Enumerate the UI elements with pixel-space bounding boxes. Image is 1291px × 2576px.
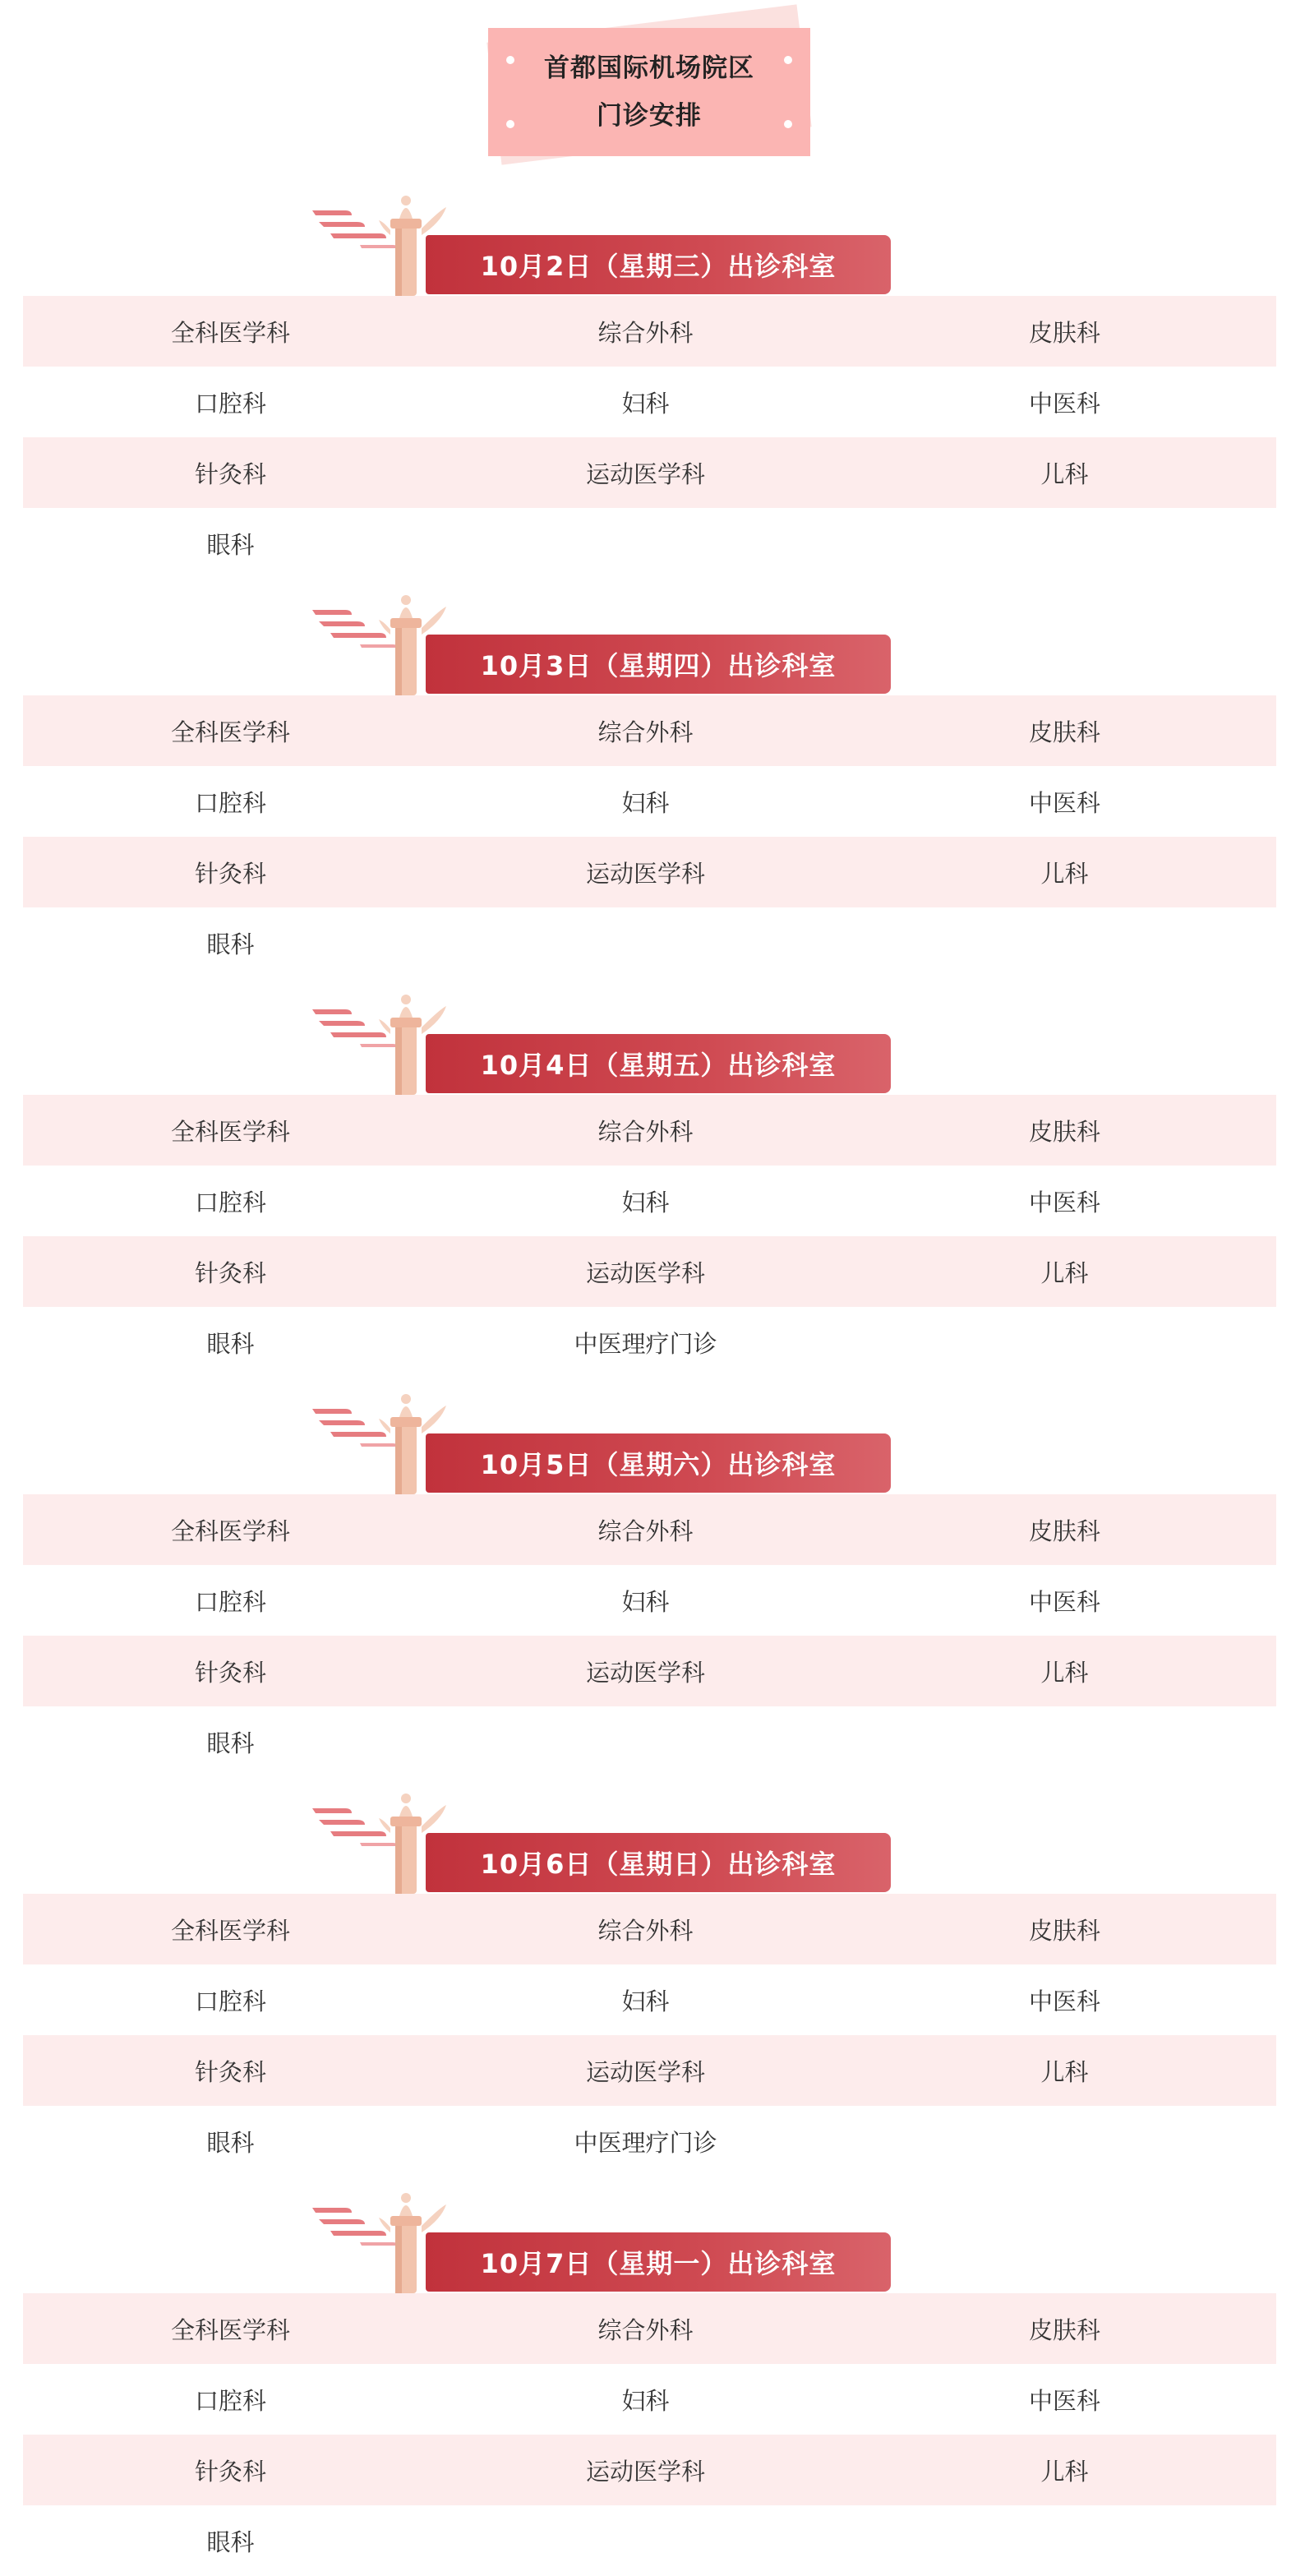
department-table	[23, 1894, 1276, 2177]
section-title-bar	[426, 2232, 891, 2292]
decor-dot	[784, 56, 792, 64]
department-name: 皮肤科	[1028, 2315, 1100, 2344]
department-name: 全科医学科	[170, 1517, 290, 1545]
decor-dot	[506, 120, 514, 128]
department-name: 妇科	[621, 1587, 670, 1616]
department-name: 针灸科	[194, 2057, 266, 2086]
department-table	[23, 695, 1276, 978]
department-name: 眼科	[206, 1329, 255, 1358]
department-name: 全科医学科	[170, 1916, 290, 1945]
table-row	[23, 1166, 1276, 1236]
page-title-line2: 门诊安排	[597, 101, 702, 131]
department-name: 儿科	[1040, 2057, 1089, 2086]
department-name: 皮肤科	[1028, 1916, 1100, 1945]
department-name: 儿科	[1040, 1258, 1089, 1287]
department-name: 全科医学科	[170, 1117, 290, 1146]
department-name: 中医理疗门诊	[574, 1329, 717, 1358]
department-name: 中医科	[1028, 788, 1100, 817]
department-name: 中医科	[1028, 2386, 1100, 2415]
department-name: 儿科	[1040, 1658, 1089, 1687]
table-row	[23, 1236, 1276, 1307]
department-name: 中医理疗门诊	[574, 2128, 717, 2157]
decor-dot	[784, 120, 792, 128]
department-name: 综合外科	[597, 1916, 694, 1945]
table-row	[23, 1636, 1276, 1706]
section-title: 10月4日（星期五）出诊科室	[480, 1050, 837, 1081]
section-title: 10月5日（星期六）出诊科室	[480, 1449, 837, 1480]
department-name: 运动医学科	[585, 859, 705, 888]
table-row	[23, 695, 1276, 766]
section-title-bar	[426, 235, 891, 294]
page-title-line1: 首都国际机场院区	[544, 53, 754, 83]
section-title-bar	[426, 635, 891, 694]
department-name: 妇科	[621, 1987, 670, 2015]
table-row	[23, 2106, 1276, 2177]
department-name: 中医科	[1028, 1587, 1100, 1616]
department-name: 全科医学科	[170, 2315, 290, 2344]
department-name: 儿科	[1040, 2457, 1089, 2486]
table-row	[23, 1494, 1276, 1565]
department-name: 运动医学科	[585, 2457, 705, 2486]
department-name: 口腔科	[194, 1587, 266, 1616]
department-table	[23, 1095, 1276, 1378]
table-row	[23, 1964, 1276, 2035]
department-name: 眼科	[206, 930, 255, 958]
section-title-bar	[426, 1034, 891, 1093]
department-table	[23, 1494, 1276, 1777]
schedule-section	[23, 2191, 1276, 2576]
section-banner	[23, 194, 1276, 296]
department-name: 眼科	[206, 2128, 255, 2157]
department-name: 皮肤科	[1028, 718, 1100, 746]
department-table	[23, 296, 1276, 579]
department-name: 综合外科	[597, 318, 694, 347]
department-name: 针灸科	[194, 2457, 266, 2486]
section-banner	[23, 2191, 1276, 2293]
department-name: 皮肤科	[1028, 1517, 1100, 1545]
table-row	[23, 907, 1276, 978]
department-name: 运动医学科	[585, 2057, 705, 2086]
title-card-front	[488, 28, 810, 156]
section-title: 10月6日（星期日）出诊科室	[480, 1849, 837, 1880]
table-row	[23, 1706, 1276, 1777]
department-name: 运动医学科	[585, 1258, 705, 1287]
table-row	[23, 437, 1276, 508]
department-name: 口腔科	[194, 2386, 266, 2415]
department-name: 口腔科	[194, 389, 266, 418]
department-name: 运动医学科	[585, 1658, 705, 1687]
department-name: 口腔科	[194, 1188, 266, 1216]
schedule-section	[23, 1792, 1276, 2177]
department-name: 运动医学科	[585, 459, 705, 488]
department-name: 综合外科	[597, 1117, 694, 1146]
table-row	[23, 2035, 1276, 2106]
table-row	[23, 2435, 1276, 2505]
department-name: 全科医学科	[170, 718, 290, 746]
department-name: 综合外科	[597, 2315, 694, 2344]
title-card	[477, 23, 822, 163]
department-name: 妇科	[621, 389, 670, 418]
section-banner	[23, 993, 1276, 1095]
section-title-bar	[426, 1833, 891, 1892]
department-name: 针灸科	[194, 459, 266, 488]
table-row	[23, 837, 1276, 907]
department-table	[23, 2293, 1276, 2576]
department-name: 口腔科	[194, 788, 266, 817]
table-row	[23, 2364, 1276, 2435]
table-row	[23, 1307, 1276, 1378]
department-name: 中医科	[1028, 1987, 1100, 2015]
section-title: 10月2日（星期三）出诊科室	[480, 251, 837, 282]
department-name: 皮肤科	[1028, 318, 1100, 347]
table-row	[23, 296, 1276, 367]
department-name: 妇科	[621, 2386, 670, 2415]
department-name: 皮肤科	[1028, 1117, 1100, 1146]
section-title: 10月3日（星期四）出诊科室	[480, 650, 837, 681]
table-row	[23, 1095, 1276, 1166]
section-title-bar	[426, 1433, 891, 1493]
section-title: 10月7日（星期一）出诊科室	[480, 2248, 837, 2279]
department-name: 全科医学科	[170, 318, 290, 347]
department-name: 中医科	[1028, 1188, 1100, 1216]
department-name: 中医科	[1028, 389, 1100, 418]
table-row	[23, 2505, 1276, 2576]
department-name: 眼科	[206, 2528, 255, 2556]
schedule-section	[23, 194, 1276, 579]
department-name: 口腔科	[194, 1987, 266, 2015]
department-name: 综合外科	[597, 718, 694, 746]
department-name: 儿科	[1040, 859, 1089, 888]
department-name: 眼科	[206, 1729, 255, 1757]
department-name: 妇科	[621, 1188, 670, 1216]
section-banner	[23, 1392, 1276, 1494]
schedule-section	[23, 593, 1276, 978]
department-name: 眼科	[206, 530, 255, 559]
department-name: 针灸科	[194, 1258, 266, 1287]
department-name: 针灸科	[194, 859, 266, 888]
department-name: 儿科	[1040, 459, 1089, 488]
table-row	[23, 508, 1276, 579]
table-row	[23, 766, 1276, 837]
schedule-section	[23, 1392, 1276, 1777]
department-name: 综合外科	[597, 1517, 694, 1545]
table-row	[23, 367, 1276, 437]
decor-dot	[506, 56, 514, 64]
table-row	[23, 1894, 1276, 1964]
table-row	[23, 1565, 1276, 1636]
section-banner	[23, 593, 1276, 695]
department-name: 针灸科	[194, 1658, 266, 1687]
schedule-section	[23, 993, 1276, 1378]
department-name: 妇科	[621, 788, 670, 817]
section-banner	[23, 1792, 1276, 1894]
table-row	[23, 2293, 1276, 2364]
